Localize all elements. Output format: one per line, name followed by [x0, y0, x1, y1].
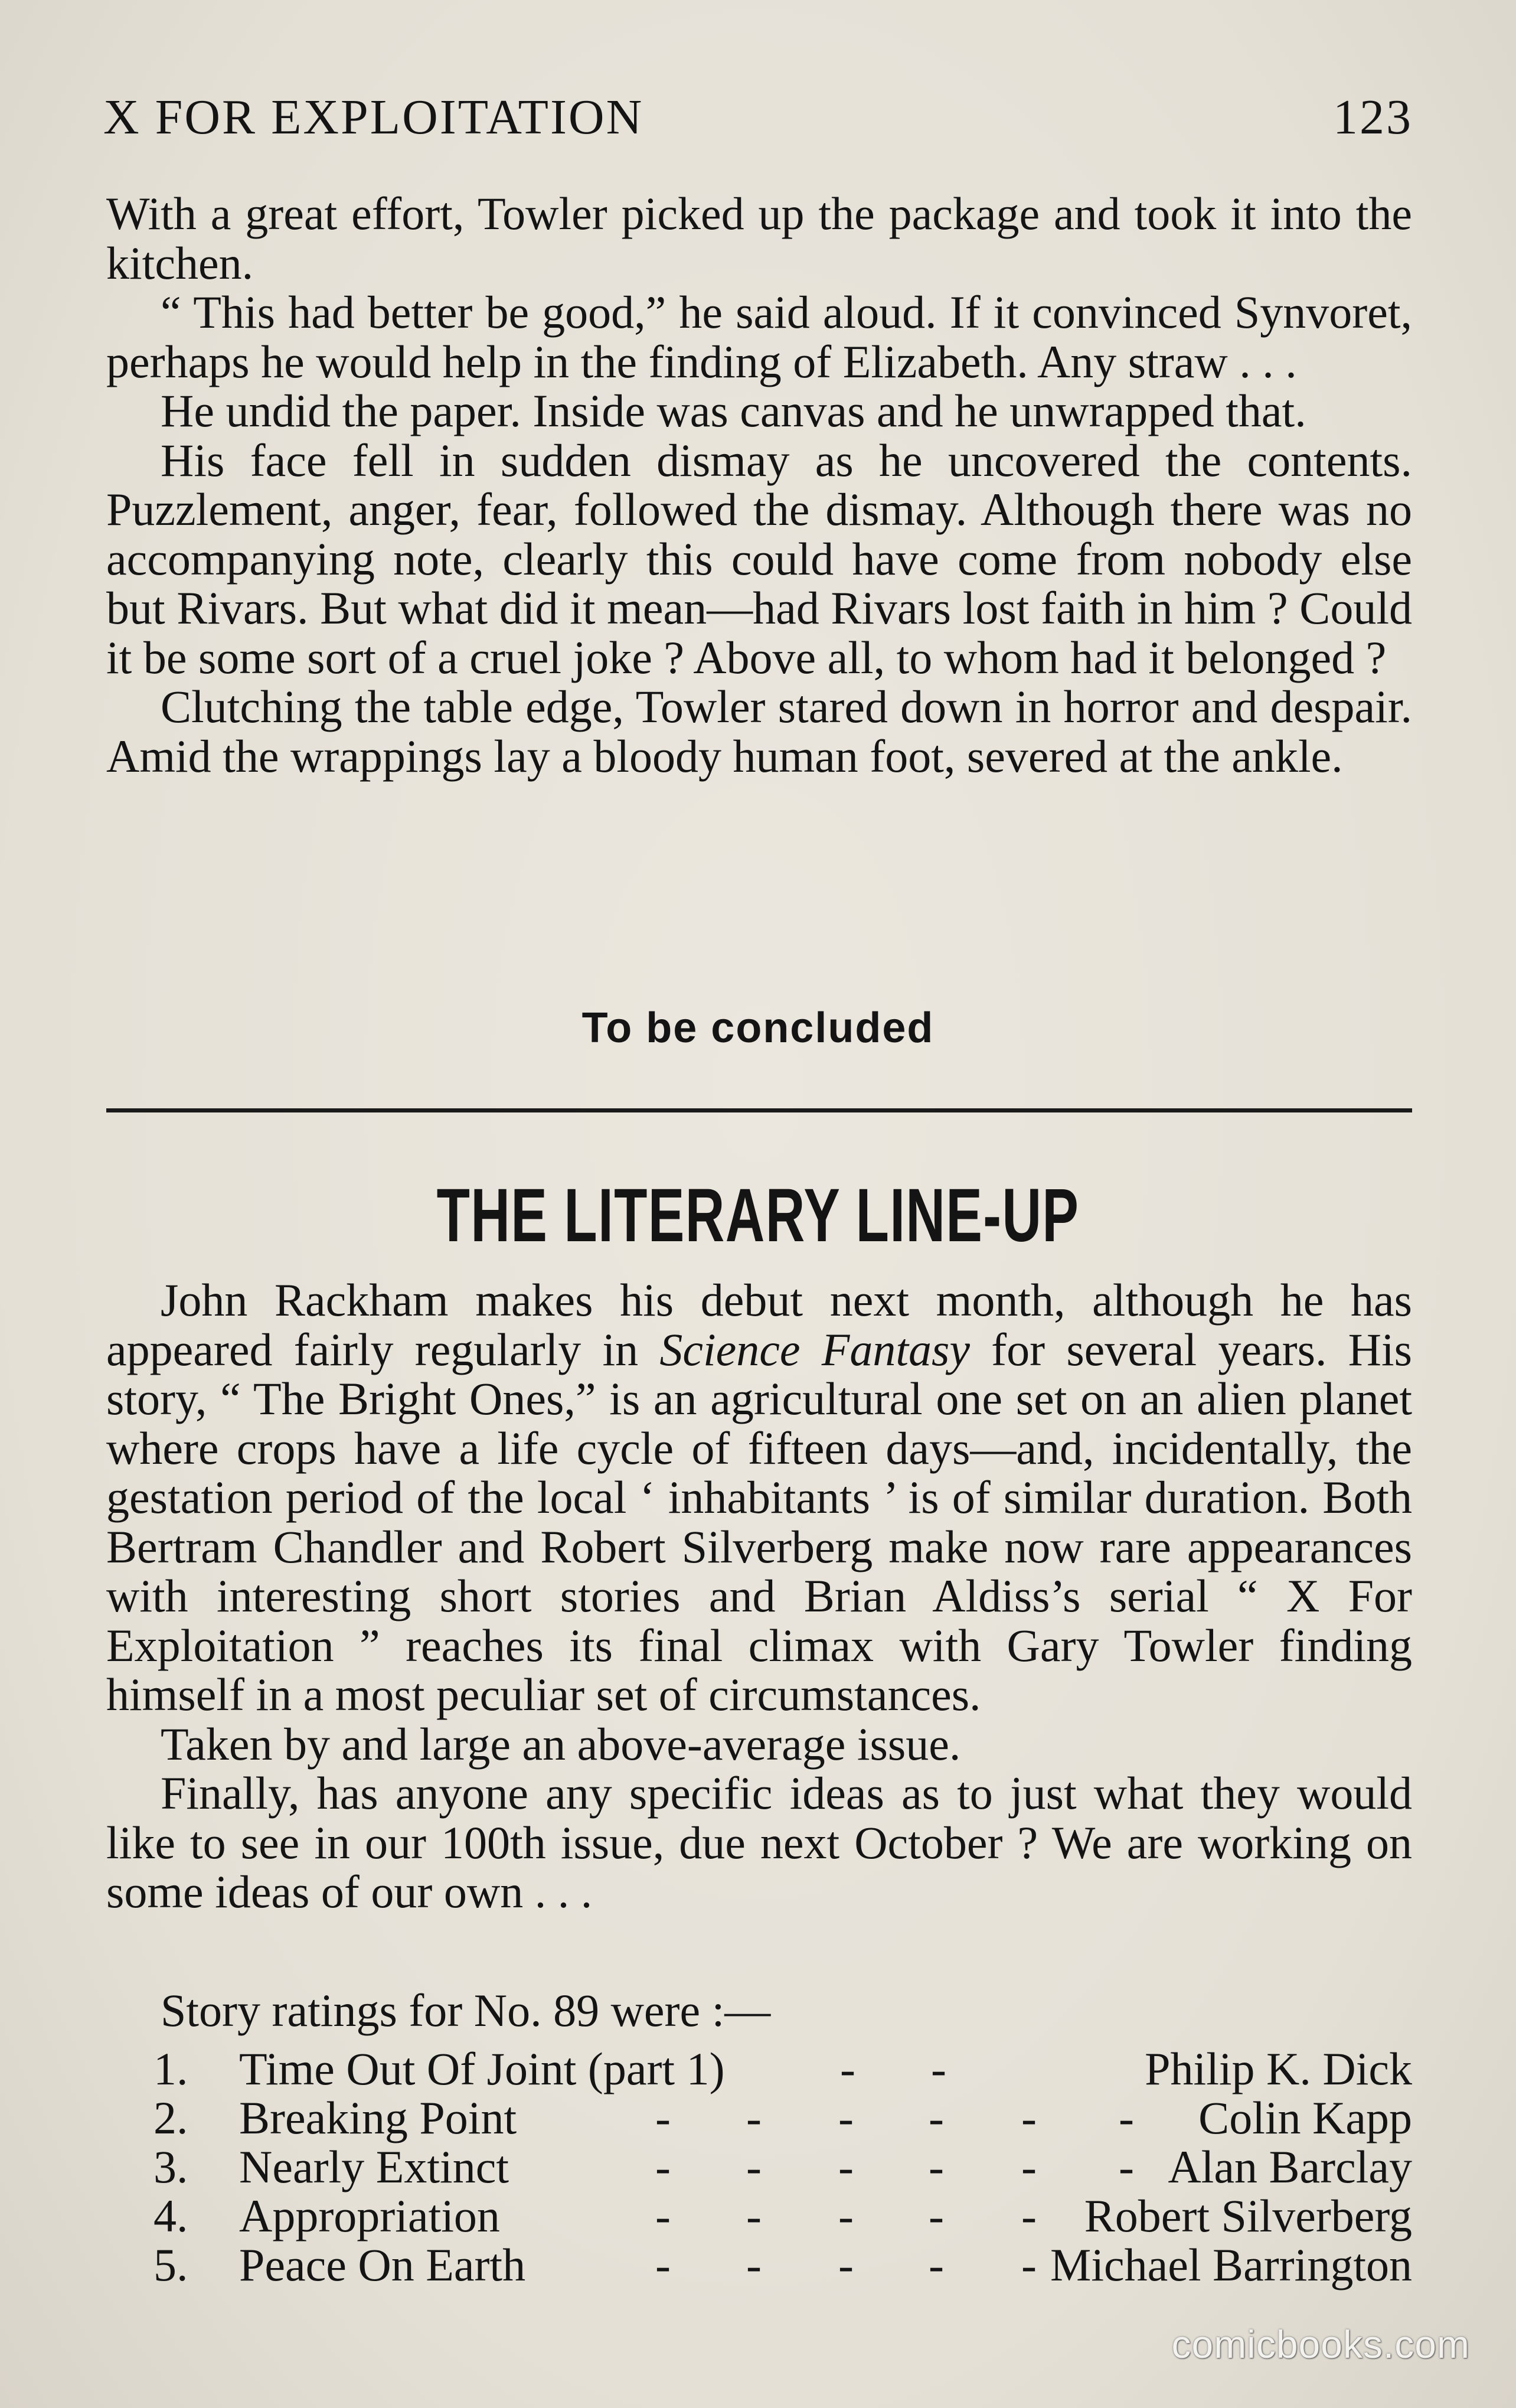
rating-story-title: Breaking Point [239, 2092, 517, 2143]
leader-dash: - [1021, 2190, 1037, 2241]
leader-dash: - [838, 2239, 854, 2290]
leader-dash: - [655, 2092, 671, 2143]
leader-dash: - [1021, 2141, 1037, 2192]
section-divider [106, 1108, 1412, 1112]
rating-rank: 2. [153, 2092, 188, 2143]
rating-author: Philip K. Dick [1145, 2043, 1412, 2094]
ratings-intro: Story ratings for No. 89 were :— [161, 1985, 771, 2036]
section-title: THE LITERARY LINE-UP [436, 1173, 1080, 1258]
story-paragraph: Clutching the table edge, Towler stared down in horror and despair. Amid the wrappings lay a bloody human foot, severed at the ankle. [106, 681, 1412, 782]
lineup-text [106, 1275, 1412, 1917]
rating-row [153, 2191, 1412, 2240]
leader-dash: - [838, 2092, 854, 2143]
magazine-name: Science Fantasy [659, 1323, 970, 1375]
rating-row [153, 2044, 1412, 2093]
story-paragraph: His face fell in sudden dismay as he uncovered the contents. Puzzlement, anger, fear, followed the dismay. Although there was no accompanying note, clearly this could have come from nobody else but Rivars. But what did it mean—had Rivars lost faith in him ? Could it be some sort of a cruel joke ? Above all, to whom had it belonged ? [106, 434, 1412, 683]
rating-author: Alan Barclay [1168, 2141, 1412, 2192]
rating-rank: 5. [153, 2239, 188, 2290]
rating-author: Robert Silverberg [1084, 2190, 1412, 2241]
rating-story-title: Appropriation [239, 2190, 500, 2241]
lineup-text-run: for several years. His story, “ The Bright Ones,” is an agricultural one set on an alien planet where crops have a life cycle of fifteen days—and, incidentally, the gestation period of the local ‘ inhabitants ’ is of similar duration. Both Bertram Chandler and Robert Silverberg make now rare appearances with interesting short stories and Brian Aldiss’s serial “ X For Exploitation ” reaches its final climax with Gary Towler finding himself in a most peculiar set of circumstances. [106, 1323, 1412, 1720]
rating-author: Colin Kapp [1198, 2092, 1412, 2143]
leader-dash: - [746, 2190, 762, 2241]
leader-dash: - [746, 2141, 762, 2192]
rating-row [153, 2093, 1412, 2142]
ratings-list [153, 2044, 1412, 2289]
watermark: comicbooks.com [1171, 2322, 1470, 2366]
leader-dash: - [838, 2141, 854, 2192]
story-paragraph: He undid the paper. Inside was canvas and he unwrapped that. [161, 385, 1306, 436]
leader-dash: - [931, 2043, 946, 2094]
page-number: 123 [1333, 90, 1413, 145]
leader-dash: - [1021, 2239, 1037, 2290]
leader-dash: - [840, 2043, 855, 2094]
leader-dash: - [838, 2190, 854, 2241]
running-title: X FOR EXPLOITATION [103, 90, 644, 145]
leader-dash: - [929, 2141, 944, 2192]
rating-row [153, 2240, 1412, 2289]
leader-dash: - [1021, 2092, 1037, 2143]
rating-rank: 3. [153, 2141, 188, 2192]
leader-dash: - [929, 2239, 944, 2290]
rating-story-title: Peace On Earth [239, 2239, 526, 2290]
lineup-paragraph: Taken by and large an above-average issue. [161, 1718, 961, 1770]
leader-dash: - [1119, 2092, 1134, 2143]
story-paragraph: With a great effort, Towler picked up the package and took it into the kitchen. [106, 188, 1412, 289]
lineup-paragraph: Finally, has anyone any specific ideas as to just what they would like to see in our 100th issue, due next October ? We are working on some ideas of our own . . . [106, 1767, 1412, 1917]
leader-dash: - [929, 2190, 944, 2241]
leader-dash: - [1119, 2141, 1134, 2192]
leader-dash: - [655, 2190, 671, 2241]
rating-row [153, 2142, 1412, 2191]
leader-dash: - [655, 2141, 671, 2192]
story-text [106, 189, 1412, 781]
rating-rank: 1. [153, 2043, 188, 2094]
leader-dash: - [746, 2092, 762, 2143]
leader-dash: - [929, 2092, 944, 2143]
rating-author: Michael Barrington [1050, 2239, 1412, 2290]
running-header [103, 89, 1413, 154]
rating-story-title: Nearly Extinct [239, 2141, 509, 2192]
lineup-text-run: John Rackham makes his debut next month, although he has appeared fairly regularly in [106, 1274, 1412, 1375]
rating-story-title: Time Out Of Joint (part 1) [239, 2043, 725, 2094]
lineup-paragraph [106, 1275, 1412, 1719]
to-be-concluded-note: To be concluded [581, 1004, 935, 1052]
story-paragraph: “ This had better be good,” he said aloud. If it convinced Synvoret, perhaps he would help in the finding of Elizabeth. Any straw . . . [106, 286, 1412, 387]
leader-dash: - [655, 2239, 671, 2290]
rating-rank: 4. [153, 2190, 188, 2241]
leader-dash: - [746, 2239, 762, 2290]
